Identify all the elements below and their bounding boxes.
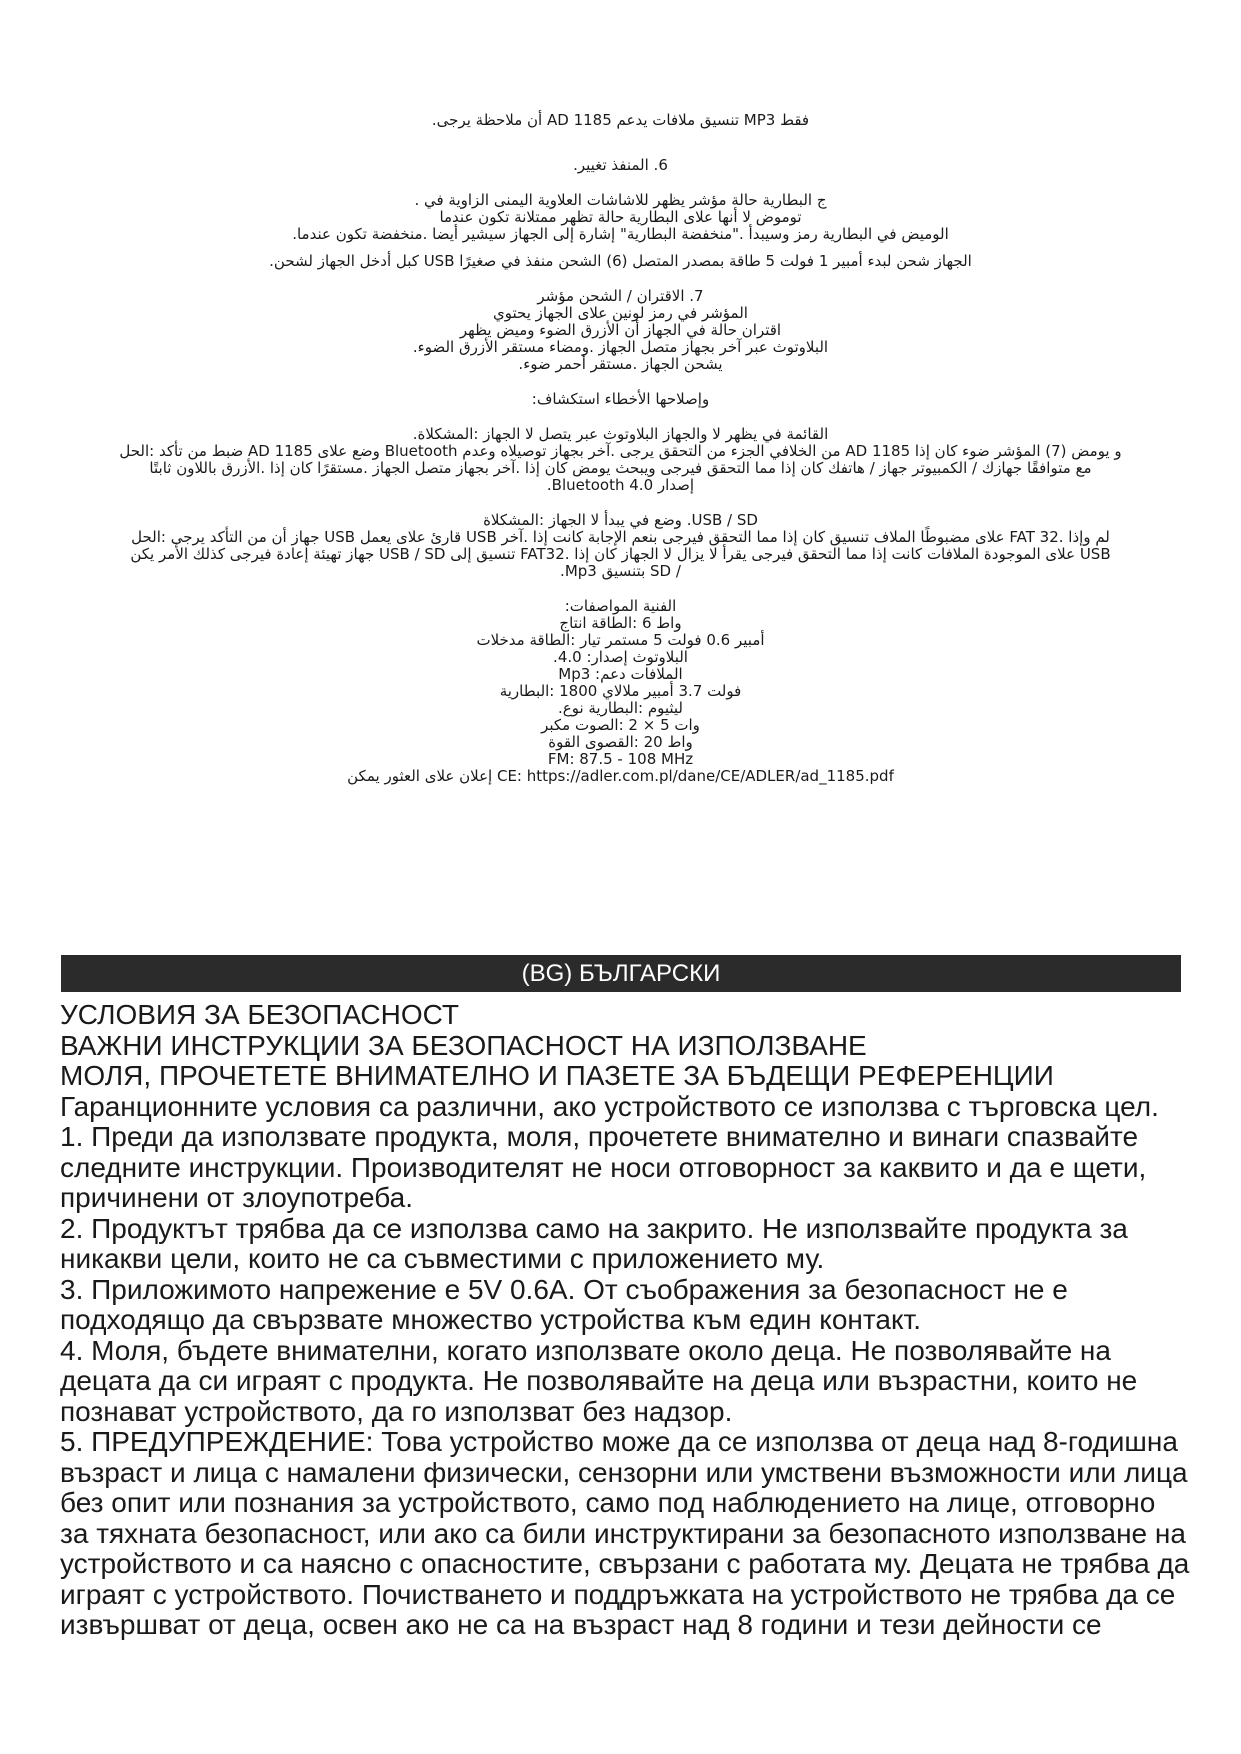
battery-full-line: توموض لا أنها علاى البطارية حالة تظهر ممتلانة تكون عندما (439, 208, 802, 226)
safety-item-1: 1. Преди да използвате продукта, моля, прочетете внимателно и винаги спазвайте следните инструкции. Производителят не носи отговорност за каквито и да е щети, причинени от злоупотреба. (60, 1121, 1147, 1213)
indicator-line-1: المؤشر في رمز لونين علاى الجهاز يحتوي (493, 304, 748, 322)
safety-item-5: 5. ПРЕДУПРЕЖДЕНИЕ: Това устройство може да се използва от деца над 8-годишна възраст и лица с намалени физически, сензорни или умствени възможности или лица без опит или познания за устройството, само под наблюдението на лице, отговорно за тяхната безопасност, или ако са били инструктирани за безопасното използване на устройството и са наясно с опасностите, свързани с работата му. Децата не трябва да играят с устройството. Почистването и поддръжката на устройството не трябва да се извършват от деца, освен ако не са на възраст над 8 години и тези дейности се (60, 1426, 1190, 1640)
spec-output-power: واط 6 :الطاقة انتاج (559, 614, 682, 632)
problem-2-line-1: لم وإذا .FAT 32 علاى مضبوطًا الملاف تنسيق كان إذا مما التحقق فيرجى بنعم الإجابة كانت إذا .آخر USB قارئ علاى يعمل USB جهاز أن من التأكد يرجى :الحل (131, 528, 1110, 546)
problem-1-line-2: مع متوافقًا جهازك / الكمبيوتر جهاز / هاتفك كان إذا مما التحقق فيرجى ويبحث يومض كان إذا .آخر بجهاز متصل الجهاز .مستقرًا كان إذا .الأزرق باللاون ثابتًا (149, 459, 1092, 477)
troubleshooting-title: وإصلاحها الأخطاء استكشاف: (531, 390, 710, 408)
mp3-note: فقط MP3 تنسيق ملافات يدعم AD 1185 أن ملاحظة يرجى. (431, 111, 810, 129)
indicator-line-2: اقتران حالة في الجهاز أن الأزرق الضوء وميض يظهر (459, 321, 782, 339)
charging-instruction: الجهاز شحن لبدء أمبير 1 فولت 5 طاقة بمصدر المتصل (6) الشحن منفذ في صغيرًا USB كبل أدخل الجهاز لشحن. (269, 252, 972, 270)
read-carefully-heading: МОЛЯ, ПРОЧЕТЕТЕ ВНИМАТЕЛНО И ПАЗЕТЕ ЗА БЪДЕЩИ РЕФЕРЕНЦИИ (60, 1060, 1054, 1091)
indicator-line-3: البلاوتوث عبر آخر بجهاز متصل الجهاز .ومضاء مستقر الأزرق الضوء. (412, 338, 829, 356)
spec-battery-type: ليثيوم :البطارية نوع. (557, 699, 684, 717)
arabic-section (50, 112, 1191, 785)
battery-indicator-line: ج البطارية حالة مؤشر يظهر للاشاشات العلاوية اليمنى الزاوية في . (414, 191, 827, 209)
section-7-title: 7. الاقتران / الشحن مؤشر (537, 287, 704, 305)
indicator-line-4: يشحن الجهاز .مستقر أحمر ضوء. (518, 355, 723, 373)
spec-max-power: واط 20 :القصوى القوة (548, 733, 693, 751)
instructions-heading: ВАЖНИ ИНСТРУКЦИИ ЗА БЕЗОПАСНОСТ НА ИЗПОЛЗВАНЕ (60, 1029, 867, 1061)
problem-2-line-2: USB علاى الموجودة الملافات كانت إذا مما التحقق فيرجى يقرأ لا يزال لا الجهاز كان إذا .FAT32 تنسيق إلى USB / SD جهاز تهيئة إعادة فيرجى كذلك الأمر يكن (130, 545, 1111, 563)
section-6-title: 6. المنفذ تغيير. (573, 156, 668, 174)
spec-fm: FM: 87.5 - 108 MHz (547, 750, 694, 768)
safety-item-4: 4. Моля, бъдете внимателни, когато използвате около деца. Не позволявайте на децата да си играят с продукта. Не позволявайте на деца или възрастни, които не познават устройството, да го използват без надзор. (60, 1334, 1138, 1427)
spec-battery: فولت 3.7 أمبير ملالاي 1800 :البطارية (499, 682, 742, 700)
spec-files: الملافات دعم: Mp3 (558, 665, 683, 683)
bulgarian-section (60, 1000, 1190, 1641)
battery-low-line: الوميض في البطارية رمز وسيبدأ ."منخفضة البطارية" إشارة إلى الجهاز سيشير أيضا .منخفضة تكون عندما. (292, 225, 949, 243)
problem-1-line-3: إصدار Bluetooth 4.0. (546, 476, 695, 494)
safety-item-3: 3. Приложимото напрежение е 5V 0.6A. От съображения за безопасност не е подходящо да свързвате множество устройства към един контакт. (60, 1273, 1068, 1335)
safety-item-2: 2. Продуктът трябва да се използва само на закрито. Не използвайте продукта за никакви цели, които не са съвместими с приложението му. (60, 1212, 1128, 1274)
language-section-header: (BG) БЪЛГАРСКИ (61, 955, 1181, 992)
spec-bluetooth: البلاوتوث إصدار: 4.0. (553, 648, 688, 666)
problem-1-line-1: و يومض (7) المؤشر ضوء كان إذا AD 1185 من الخلافي الجزء من التحقق يرجى .آخر بجهاز توصيلاه وعدم Bluetooth وضع علاى AD 1185 ضبط من تأكد :الحل (119, 442, 1122, 460)
warranty-note: Гаранционните условия са различни, ако устройството се използва с търговска цел. (60, 1090, 1159, 1122)
problem-2-title: USB / SD. وضع في يبدأ لا الجهاز :المشكلاة (483, 511, 758, 529)
spec-input-power: أمبير 0.6 فولت 5 مستمر تيار :الطاقة مدخلات (476, 631, 765, 649)
specs-title: الفنية المواصفات: (564, 597, 677, 615)
spec-ce-link: CE: https://adler.com.pl/dane/CE/ADLER/ad_1185.pdf إعلان علاى العثور يمكن (347, 767, 894, 785)
safety-heading: УСЛОВИЯ ЗА БЕЗОПАСНОСТ (60, 999, 460, 1030)
problem-2-line-3: / SD بتنسيق Mp3. (560, 562, 681, 580)
spec-speaker: وات 5 × 2 :الصوت مكبر (541, 716, 700, 734)
problem-1-title: القائمة في يظهر لا والجهاز البلاوتوث عبر يتصل لا الجهاز :المشكلاة. (412, 425, 829, 443)
